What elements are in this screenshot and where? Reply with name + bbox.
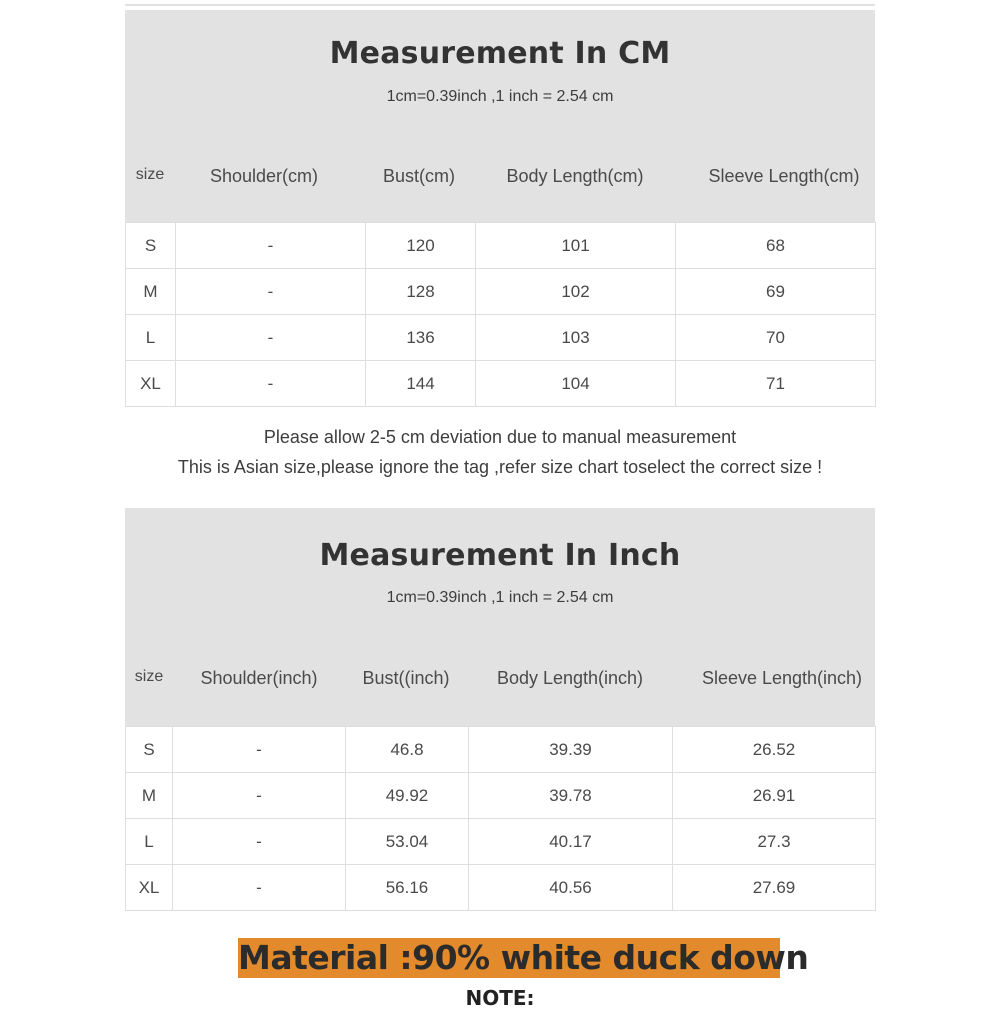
sleeve-length-cell: 26.91 — [673, 773, 876, 819]
body-length-cell: 40.56 — [469, 865, 673, 911]
sleeve-length-cell: 71 — [676, 361, 876, 407]
bust-cell: 136 — [366, 315, 476, 361]
shoulder-cell: - — [176, 269, 366, 315]
asian-size-note: This is Asian size,please ignore the tag ,refer size chart toselect the correct size ! — [177, 457, 823, 477]
body-length-cell: 102 — [476, 269, 676, 315]
size-cell: XL — [126, 865, 173, 911]
column-header-bust: Bust((inch) — [362, 668, 450, 688]
body-length-cell: 103 — [476, 315, 676, 361]
column-header-sleeve-length: Sleeve Length(cm) — [708, 166, 860, 186]
cm-chart-title: Measurement In CM — [329, 36, 671, 71]
sleeve-length-cell: 27.69 — [673, 865, 876, 911]
bust-cell: 49.92 — [346, 773, 469, 819]
column-header-body-length: Body Length(inch) — [496, 668, 644, 688]
shoulder-cell: - — [176, 223, 366, 269]
material-banner: Material :90% white duck down — [238, 938, 809, 977]
size-cell: XL — [126, 361, 176, 407]
size-cell: M — [126, 269, 176, 315]
deviation-note: Please allow 2-5 cm deviation due to manual measurement — [263, 427, 737, 447]
inch-chart-header — [125, 508, 875, 726]
table-row — [126, 819, 876, 865]
table-row — [126, 269, 876, 315]
shoulder-cell: - — [173, 865, 346, 911]
body-length-cell: 104 — [476, 361, 676, 407]
sleeve-length-cell: 69 — [676, 269, 876, 315]
table-row — [126, 865, 876, 911]
bust-cell: 56.16 — [346, 865, 469, 911]
shoulder-cell: - — [173, 819, 346, 865]
shoulder-cell: - — [176, 315, 366, 361]
cm-chart-header — [125, 10, 875, 222]
shoulder-cell: - — [173, 727, 346, 773]
bust-cell: 53.04 — [346, 819, 469, 865]
shoulder-cell: - — [173, 773, 346, 819]
cm-conversion-note: 1cm=0.39inch ,1 inch = 2.54 cm — [386, 88, 614, 105]
column-header-size: size — [135, 166, 165, 183]
table-row — [126, 773, 876, 819]
size-cell: S — [126, 727, 173, 773]
column-header-size: size — [134, 668, 164, 685]
bust-cell: 46.8 — [346, 727, 469, 773]
size-cell: S — [126, 223, 176, 269]
column-header-shoulder: Shoulder(inch) — [200, 668, 318, 688]
table-row — [126, 361, 876, 407]
bust-cell: 120 — [366, 223, 476, 269]
sleeve-length-cell: 26.52 — [673, 727, 876, 773]
note-heading: NOTE: — [465, 986, 535, 1010]
sleeve-length-cell: 70 — [676, 315, 876, 361]
inch-conversion-note: 1cm=0.39inch ,1 inch = 2.54 cm — [386, 589, 614, 606]
table-row — [126, 315, 876, 361]
cm-size-table — [125, 222, 876, 407]
body-length-cell: 101 — [476, 223, 676, 269]
body-length-cell: 39.39 — [469, 727, 673, 773]
size-notes — [125, 422, 875, 482]
column-header-body-length: Body Length(cm) — [506, 166, 644, 186]
table-row — [126, 223, 876, 269]
inch-size-chart — [125, 508, 875, 911]
inch-size-table — [125, 726, 876, 911]
column-header-bust: Bust(cm) — [383, 166, 455, 186]
table-row — [126, 727, 876, 773]
inch-chart-title: Measurement In Inch — [319, 538, 681, 573]
size-cell: L — [126, 819, 173, 865]
bust-cell: 128 — [366, 269, 476, 315]
size-cell: L — [126, 315, 176, 361]
cm-size-chart — [125, 10, 875, 407]
size-cell: M — [126, 773, 173, 819]
body-length-cell: 40.17 — [469, 819, 673, 865]
bust-cell: 144 — [366, 361, 476, 407]
sleeve-length-cell: 68 — [676, 223, 876, 269]
column-header-sleeve-length: Sleeve Length(inch) — [701, 668, 863, 688]
body-length-cell: 39.78 — [469, 773, 673, 819]
top-divider — [125, 4, 875, 6]
shoulder-cell: - — [176, 361, 366, 407]
column-header-shoulder: Shoulder(cm) — [209, 166, 319, 186]
sleeve-length-cell: 27.3 — [673, 819, 876, 865]
